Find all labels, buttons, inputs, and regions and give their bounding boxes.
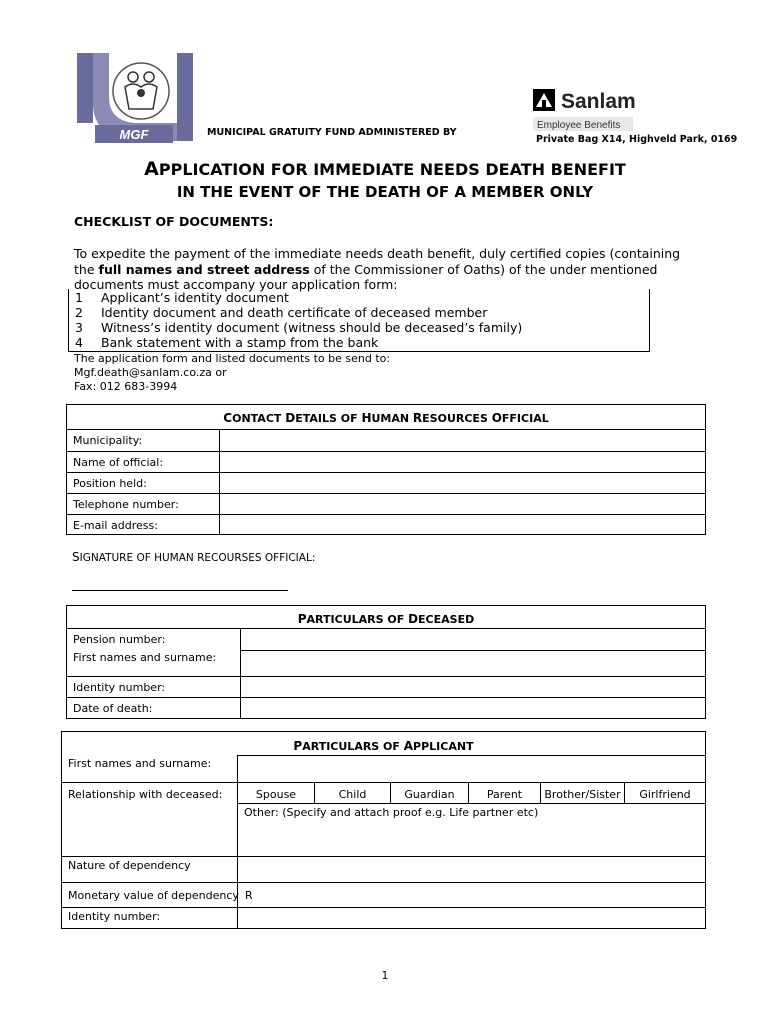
applicant-names-field[interactable] xyxy=(238,756,705,781)
send-info: The application form and listed documents to be send to: Mgf.death@sanlam.co.za or Fax: 012 683-3994 xyxy=(74,352,391,393)
applicant-title: PARTICULARS OF APPLICANT xyxy=(293,739,474,753)
currency-symbol: R xyxy=(245,889,253,902)
sanlam-name: Sanlam xyxy=(561,90,636,113)
email-label: E-mail address: xyxy=(73,519,158,532)
telephone-label: Telephone number: xyxy=(73,498,179,511)
option-brother-sister[interactable]: Brother/Sister xyxy=(544,788,621,801)
email-field[interactable] xyxy=(220,515,704,534)
applicant-id-field[interactable] xyxy=(238,908,705,928)
signature-line[interactable] xyxy=(72,590,288,591)
document-item: 4 Bank statement with a stamp from the bank xyxy=(75,335,379,350)
deceased-names-field[interactable] xyxy=(241,651,705,675)
applicant-table xyxy=(61,731,706,929)
deceased-table xyxy=(66,605,706,719)
other-relationship-field[interactable] xyxy=(238,822,705,855)
document-item: 1 Applicant’s identity document xyxy=(75,290,289,305)
date-of-death-label: Date of death: xyxy=(73,702,153,715)
nature-dependency-field[interactable] xyxy=(238,857,705,881)
municipality-label: Municipality: xyxy=(73,434,143,447)
sanlam-sub: Employee Benefits xyxy=(537,120,621,131)
telephone-field[interactable] xyxy=(220,494,704,513)
date-of-death-field[interactable] xyxy=(241,698,705,718)
deceased-names-label: First names and surname: xyxy=(73,651,217,664)
option-child[interactable]: Child xyxy=(338,788,367,801)
page-title: APPLICATION FOR IMMEDIATE NEEDS DEATH BENEFIT xyxy=(144,158,626,180)
document-list xyxy=(68,289,650,352)
position-label: Position held: xyxy=(73,477,147,490)
applicant-id-label: Identity number: xyxy=(68,910,161,923)
position-field[interactable] xyxy=(220,473,704,492)
mgf-logo-text: MGF xyxy=(119,127,149,142)
hr-official-table xyxy=(66,404,706,535)
address-text: Private Bag X14, Highveld Park, 0169 xyxy=(536,134,738,145)
monetary-value-label: Monetary value of dependency xyxy=(68,889,239,902)
signature-label: SIGNATURE OF HUMAN RECOURSES OFFICIAL: xyxy=(72,550,316,564)
deceased-id-field[interactable] xyxy=(241,677,705,696)
checklist-heading: CHECKLIST OF DOCUMENTS: xyxy=(74,214,274,229)
mgf-logo xyxy=(75,53,205,143)
checklist-intro: To expedite the payment of the immediate needs death benefit, duly certified copies (containing the full names and street address of the Commissioner of Oaths) of the under mentioned documents must accompany your application form: xyxy=(74,246,681,292)
document-item: 2 Identity document and death certificate of deceased member xyxy=(75,305,488,320)
option-girlfriend[interactable]: Girlfriend xyxy=(639,788,691,801)
pension-number-field[interactable] xyxy=(241,629,705,649)
document-item: 3 Witness’s identity document (witness should be deceased’s family) xyxy=(75,320,523,335)
other-relationship-label: Other: (Specify and attach proof e.g. Life partner etc) xyxy=(244,806,539,819)
option-guardian[interactable]: Guardian xyxy=(404,788,455,801)
relationship-label: Relationship with deceased: xyxy=(68,788,223,801)
official-name-field[interactable] xyxy=(220,452,704,471)
applicant-names-label: First names and surname: xyxy=(68,757,212,770)
deceased-id-label: Identity number: xyxy=(73,681,166,694)
deceased-title: PARTICULARS OF DECEASED xyxy=(297,612,475,626)
nature-dependency-label: Nature of dependency xyxy=(68,859,191,872)
official-name-label: Name of official: xyxy=(73,456,164,469)
municipality-field[interactable] xyxy=(220,430,704,450)
administered-by-text: MUNICIPAL GRATUITY FUND ADMINISTERED BY xyxy=(207,127,457,138)
sanlam-logo xyxy=(531,87,671,133)
pension-number-label: Pension number: xyxy=(73,633,166,646)
page-subtitle: IN THE EVENT OF THE DEATH OF A MEMBER ONLY xyxy=(176,183,594,201)
monetary-value-field[interactable] xyxy=(257,883,705,906)
email-link[interactable]: Mgf.death@sanlam.co.za or xyxy=(74,366,227,379)
hr-official-title: CONTACT DETAILS OF HUMAN RESOURCES OFFICIAL xyxy=(223,411,549,425)
option-spouse[interactable]: Spouse xyxy=(255,788,297,801)
option-parent[interactable]: Parent xyxy=(486,788,523,801)
page-number: 1 xyxy=(381,969,389,982)
